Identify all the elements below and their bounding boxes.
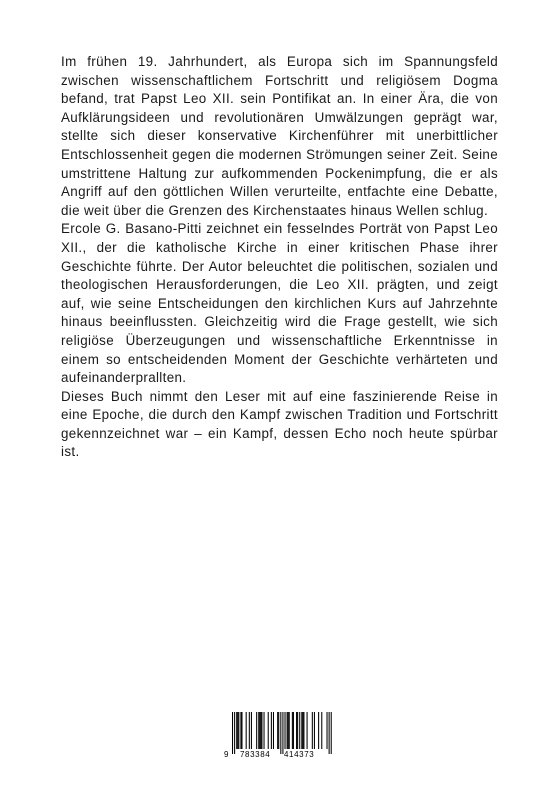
barcode-lead-digit: 9: [224, 750, 230, 759]
barcode-bar: [297, 712, 298, 749]
barcode-bar: [303, 712, 304, 749]
barcode-bar: [236, 712, 237, 749]
barcode-guard-bar: [232, 712, 233, 754]
barcode-bar: [292, 712, 293, 749]
barcode-bar: [241, 712, 242, 749]
paragraph-closing: Dieses Buch nimmt den Leser mit auf eine faszinierende Reise in eine Epoche, die durch den Kampf zwischen Tradition und Fortschritt gekennzeichnet war – ein Kampf, dessen Echo noch heute spürbar ist.: [61, 388, 498, 460]
barcode-guard-bar: [234, 712, 235, 754]
barcode-bar: [237, 712, 238, 749]
barcode-bar: [240, 712, 241, 749]
barcode-bar: [301, 712, 302, 749]
barcode-right-digits: 414373: [284, 750, 315, 759]
barcode-bar: [287, 712, 288, 749]
barcode-bar: [278, 712, 279, 749]
barcode-bar: [288, 712, 289, 749]
isbn-barcode: [224, 712, 336, 762]
barcode-bar: [259, 712, 260, 749]
barcode-bar: [299, 712, 300, 749]
paragraph-intro: Im frühen 19. Jahrhundert, als Europa sich im Spannungsfeld zwischen wissenschaftlichem Fortschritt und religiösem Dogma befand, trat Papst Leo XII. sein Pontifikat an. In einer Ära, die von Aufklärungsideen und revolutionären Umwälzungen geprägt war, stellte sich dieser konservative Kirchenführer mit unerbittlicher Entschlossenheit gegen die modernen Strömungen seiner Zeit. Seine umstrittene Haltung zur aufkommenden Pockenimpfung, die er als Angriff auf den göttlichen Willen verurteilte, entfachte eine Debatte, die weit über die Grenzen des Kirchenstaates hinaus Wellen schlug.: [61, 54, 498, 218]
barcode-bar: [302, 712, 303, 749]
barcode-guard-bar: [280, 712, 281, 754]
barcode-left-digits: 783384: [240, 750, 271, 759]
paragraph-author-portrait: Ercole G. Basano-Pitti zeichnet ein fesselndes Porträt von Papst Leo XII., der die katholische Kirche in einer kritischen Phase ihrer Geschichte führte. Der Autor beleuchtet die politischen, sozialen und theologischen Herausforderungen, die Leo XII. prägten, und zeigt auf, wie seine Entscheidungen den kirchlichen Kurs auf Jahrzehnte hinaus beeinflussten. Gleichzeitig wird die Frage gestellt, wie sich religiöse Überzeugungen und wissenschaftliche Erkenntnisse in einem so entscheidenden Moment der Geschichte verhärteten und aufeinanderprallten.: [61, 221, 498, 386]
barcode-guard-bar: [329, 712, 330, 754]
barcode-bar: [246, 712, 247, 749]
barcode-bar: [249, 712, 250, 749]
barcode-bar: [271, 712, 272, 749]
barcode-guard-bar: [282, 712, 283, 754]
back-cover-text: [61, 53, 498, 462]
barcode-bar: [318, 712, 319, 749]
barcode-bar: [296, 712, 297, 749]
barcode-bar: [251, 712, 252, 749]
barcode-bar: [277, 712, 278, 749]
barcode-bar: [238, 712, 239, 749]
barcode-bar: [268, 712, 269, 749]
barcode-bar: [261, 712, 262, 749]
barcode-bars: [224, 712, 336, 754]
barcode-bar: [327, 712, 328, 749]
barcode-bar: [293, 712, 294, 749]
barcode-bar: [321, 712, 322, 749]
barcode-bar: [314, 712, 315, 749]
barcode-bar: [260, 712, 261, 749]
barcode-bar: [289, 712, 290, 749]
barcode-bar: [312, 712, 313, 749]
barcode-guard-bar: [331, 712, 332, 754]
barcode-bar: [258, 712, 259, 749]
barcode-bar: [285, 712, 286, 749]
barcode-bar: [307, 712, 308, 749]
barcode-bar: [256, 712, 257, 749]
barcode-bar: [273, 712, 274, 749]
barcode-bar: [264, 712, 265, 749]
